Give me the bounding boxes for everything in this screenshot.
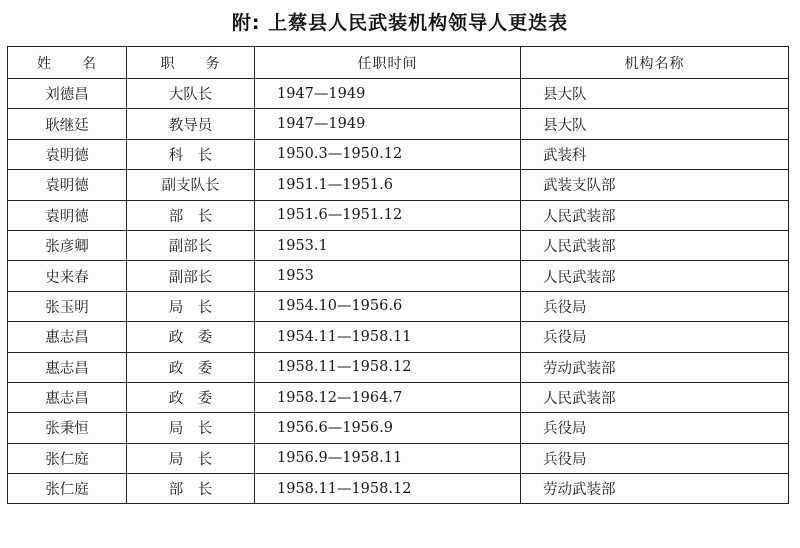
cell-term: 1953 xyxy=(255,261,521,291)
page-title: 附: 上蔡县人民武装机构领导人更迭表 xyxy=(231,12,569,34)
cell-name: 刘德昌 xyxy=(8,79,127,109)
cell-term: 1956.9—1958.11 xyxy=(255,443,521,473)
cell-name: 袁明德 xyxy=(8,139,127,169)
table-row xyxy=(8,230,789,260)
cell-post: 副部长 xyxy=(127,230,255,260)
cell-name: 张彦卿 xyxy=(8,230,127,260)
cell-term: 1954.11—1958.11 xyxy=(255,322,521,352)
column-header-unit: 机构名称 xyxy=(521,47,789,79)
table-row xyxy=(8,170,789,200)
cell-post: 政 委 xyxy=(127,322,255,352)
table-row xyxy=(8,322,789,352)
cell-term: 1947—1949 xyxy=(255,109,521,139)
cell-unit: 兵役局 xyxy=(521,291,789,321)
cell-term: 1958.11—1958.12 xyxy=(255,474,521,504)
cell-term: 1950.3—1950.12 xyxy=(255,139,521,169)
table-row xyxy=(8,200,789,230)
cell-post: 部 长 xyxy=(127,200,255,230)
cell-post: 政 委 xyxy=(127,382,255,412)
cell-name: 惠志昌 xyxy=(8,352,127,382)
cell-post: 副部长 xyxy=(127,261,255,291)
table-row xyxy=(8,352,789,382)
cell-name: 惠志昌 xyxy=(8,382,127,412)
column-header-post: 职 务 xyxy=(127,47,255,79)
cell-name: 耿继廷 xyxy=(8,109,127,139)
cell-unit: 兵役局 xyxy=(521,443,789,473)
cell-unit: 兵役局 xyxy=(521,413,789,443)
cell-unit: 兵役局 xyxy=(521,322,789,352)
table-row xyxy=(8,443,789,473)
cell-name: 张仁庭 xyxy=(8,474,127,504)
table-row xyxy=(8,261,789,291)
cell-unit: 县大队 xyxy=(521,109,789,139)
leaders-table xyxy=(7,46,789,504)
cell-post: 局 长 xyxy=(127,413,255,443)
cell-name: 张仁庭 xyxy=(8,443,127,473)
cell-term: 1956.6—1956.9 xyxy=(255,413,521,443)
cell-unit: 人民武装部 xyxy=(521,261,789,291)
table-row xyxy=(8,109,789,139)
cell-post: 局 长 xyxy=(127,291,255,321)
cell-unit: 武装科 xyxy=(521,139,789,169)
cell-unit: 武装支队部 xyxy=(521,170,789,200)
cell-term: 1958.11—1958.12 xyxy=(255,352,521,382)
column-header-name: 姓 名 xyxy=(8,47,127,79)
cell-post: 局 长 xyxy=(127,443,255,473)
cell-unit: 人民武装部 xyxy=(521,230,789,260)
cell-term: 1954.10—1956.6 xyxy=(255,291,521,321)
cell-name: 张玉明 xyxy=(8,291,127,321)
cell-post: 政 委 xyxy=(127,352,255,382)
cell-term: 1958.12—1964.7 xyxy=(255,382,521,412)
table-row xyxy=(8,413,789,443)
cell-name: 张秉恒 xyxy=(8,413,127,443)
cell-term: 1951.1—1951.6 xyxy=(255,170,521,200)
cell-post: 大队长 xyxy=(127,79,255,109)
cell-name: 史来春 xyxy=(8,261,127,291)
table-body xyxy=(8,79,789,504)
cell-post: 教导员 xyxy=(127,109,255,139)
cell-term: 1947—1949 xyxy=(255,79,521,109)
cell-name: 惠志昌 xyxy=(8,322,127,352)
cell-post: 副支队长 xyxy=(127,170,255,200)
table-header xyxy=(8,47,789,79)
cell-name: 袁明德 xyxy=(8,170,127,200)
header-row xyxy=(8,47,789,79)
cell-unit: 劳动武装部 xyxy=(521,474,789,504)
cell-term: 1953.1 xyxy=(255,230,521,260)
table-row xyxy=(8,79,789,109)
cell-post: 部 长 xyxy=(127,474,255,504)
column-header-term: 任职时间 xyxy=(255,47,521,79)
cell-term: 1951.6—1951.12 xyxy=(255,200,521,230)
cell-unit: 劳动武装部 xyxy=(521,352,789,382)
table-row xyxy=(8,474,789,504)
table-row xyxy=(8,291,789,321)
cell-name: 袁明德 xyxy=(8,200,127,230)
cell-unit: 人民武装部 xyxy=(521,382,789,412)
cell-post: 科 长 xyxy=(127,139,255,169)
cell-unit: 人民武装部 xyxy=(521,200,789,230)
cell-unit: 县大队 xyxy=(521,79,789,109)
table-row xyxy=(8,382,789,412)
table-row xyxy=(8,139,789,169)
